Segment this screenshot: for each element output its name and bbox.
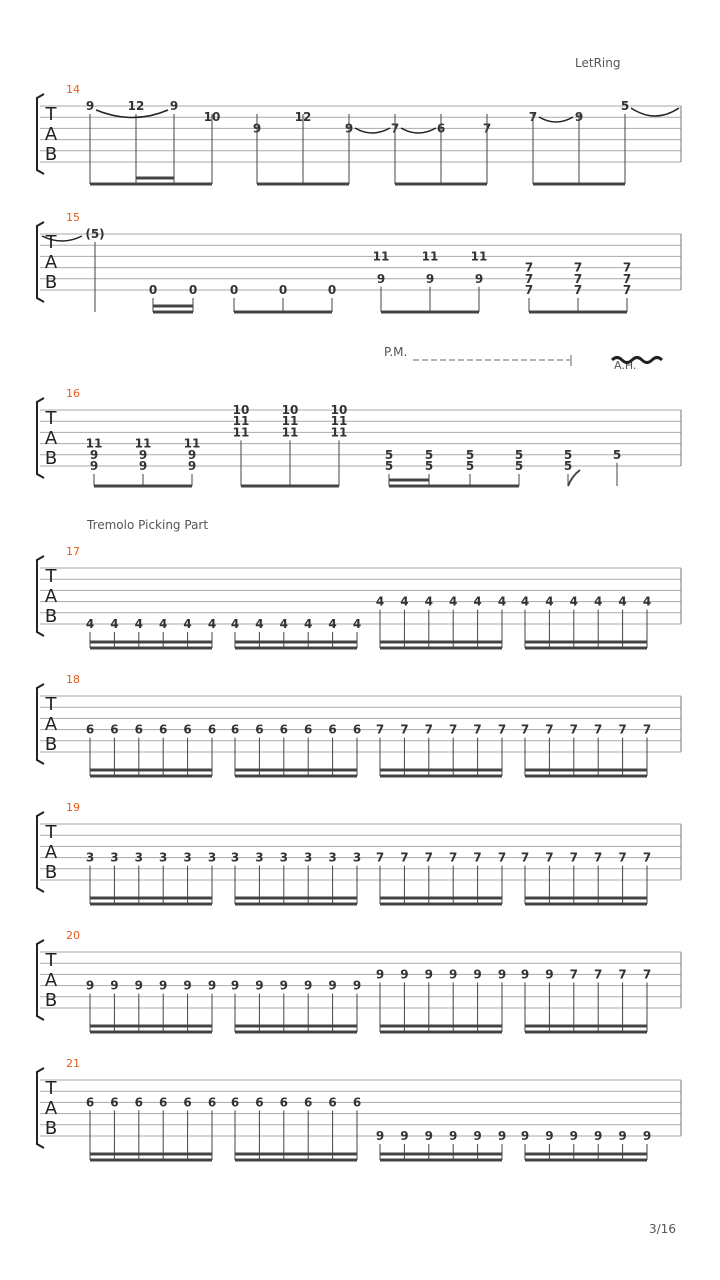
- fret-number: 11: [134, 436, 152, 451]
- fret-number: 7: [573, 260, 583, 275]
- fret-number: 4: [159, 617, 168, 631]
- fret-number: 12: [127, 99, 145, 113]
- fret-number: 4: [207, 617, 217, 631]
- tab-clef-letter: A: [44, 970, 58, 991]
- fret-number: 6: [279, 722, 288, 737]
- fret-number: 5: [465, 447, 475, 462]
- fret-number: 9: [473, 967, 482, 982]
- fret-number: 4: [304, 617, 313, 631]
- fret-number: 7: [622, 271, 632, 286]
- fret-number: 5: [465, 459, 475, 473]
- fret-number: 11: [183, 436, 201, 451]
- tab-system: [37, 801, 681, 892]
- fret-number: 7: [642, 967, 652, 982]
- fret-number: 7: [400, 722, 409, 737]
- fret-number: 7: [569, 722, 578, 737]
- let-ring-label: LetRing: [575, 56, 621, 70]
- fret-number: 11: [85, 436, 103, 451]
- fret-number: 3: [183, 850, 192, 865]
- fret-number: 6: [183, 1095, 192, 1110]
- tremolo-picking-label: Tremolo Picking Part: [87, 518, 209, 532]
- tab-clef-letter: A: [44, 714, 58, 735]
- fret-number: 9: [400, 1129, 409, 1143]
- fret-number: 9: [304, 978, 313, 993]
- fret-number: 3: [85, 850, 95, 865]
- fret-number: 9: [497, 967, 507, 982]
- fret-number: 6: [352, 722, 362, 737]
- fret-number: 5: [384, 459, 394, 473]
- fret-number: 4: [279, 617, 288, 631]
- fret-number: 11: [232, 425, 250, 440]
- fret-number: 7: [545, 850, 554, 865]
- fret-number: 7: [473, 722, 482, 737]
- fret-number: 6: [230, 722, 240, 737]
- fret-number: 9: [545, 967, 554, 982]
- tab-clef-letter: B: [44, 734, 58, 755]
- fret-number: 6: [328, 1095, 337, 1110]
- fret-number: 0: [278, 283, 288, 297]
- fret-number: 7: [545, 722, 554, 737]
- fret-number: 5: [424, 459, 434, 473]
- measure-number: 14: [66, 83, 80, 96]
- fret-number: 7: [594, 722, 603, 737]
- tab-clef-letter: T: [45, 694, 57, 715]
- fret-number: 7: [424, 850, 433, 865]
- fret-number: 6: [255, 1095, 264, 1110]
- fret-number: 4: [642, 594, 652, 609]
- fret-number: 4: [110, 617, 119, 631]
- tab-clef-letter: T: [45, 408, 57, 429]
- fret-number: 9: [474, 271, 484, 286]
- measure-number: 15: [66, 211, 80, 224]
- fret-number: 5: [620, 99, 630, 113]
- fret-number: 9: [187, 447, 197, 462]
- fret-number: 9: [520, 967, 530, 982]
- tab-clef-letter: B: [44, 448, 58, 469]
- fret-number: 11: [330, 425, 348, 440]
- fret-number: 7: [594, 850, 603, 865]
- fret-number: 7: [618, 850, 627, 865]
- fret-number: 7: [524, 283, 534, 297]
- fret-number: 6: [159, 722, 168, 737]
- tab-clef-letter: B: [44, 1118, 58, 1139]
- measure-number: 19: [66, 801, 80, 814]
- tab-clef-letter: A: [44, 842, 58, 863]
- fret-number: 7: [375, 722, 385, 737]
- fret-number: 6: [183, 722, 192, 737]
- fret-number: 7: [528, 110, 538, 125]
- fret-number: 5: [563, 459, 573, 473]
- tab-system: [37, 929, 681, 1020]
- fret-number: 9: [89, 447, 99, 462]
- fret-number: 11: [281, 414, 299, 429]
- fret-number: 9: [642, 1129, 652, 1143]
- fret-number: 12: [294, 110, 312, 125]
- fret-number: 9: [375, 1129, 385, 1143]
- fret-number: 9: [352, 978, 362, 993]
- measure-number: 16: [66, 387, 80, 400]
- fret-number: 7: [622, 283, 632, 297]
- tab-clef-letter: B: [44, 144, 58, 165]
- fret-number: 3: [207, 850, 217, 865]
- fret-number: 6: [159, 1095, 168, 1110]
- measure-number: 20: [66, 929, 80, 942]
- tab-clef-letter: T: [45, 232, 57, 253]
- tab-clef-letter: A: [44, 428, 58, 449]
- fret-number: 9: [569, 1129, 578, 1143]
- fret-number: 3: [304, 850, 313, 865]
- fret-number: 10: [281, 403, 299, 417]
- fret-number: 5: [514, 447, 524, 462]
- fret-number: 9: [425, 271, 435, 286]
- tab-clef-letter: T: [45, 822, 57, 843]
- tab-clef-letter: T: [45, 566, 57, 587]
- fret-number: 4: [473, 594, 482, 609]
- fret-number: 4: [569, 594, 578, 609]
- tab-clef-letter: B: [44, 862, 58, 883]
- fret-number: 7: [594, 967, 603, 982]
- fret-number: 11: [330, 414, 348, 429]
- fret-number: 9: [449, 967, 458, 982]
- fret-number: 7: [618, 967, 627, 982]
- fret-number: 6: [255, 722, 264, 737]
- fret-number: 9: [545, 1129, 554, 1143]
- fret-number: 6: [279, 1095, 288, 1110]
- fret-number: 6: [304, 1095, 313, 1110]
- fret-number: 9: [574, 110, 584, 125]
- fret-number: 4: [134, 617, 143, 631]
- fret-number: (5): [85, 227, 105, 241]
- fret-number: 7: [569, 967, 578, 982]
- fret-number: 11: [421, 249, 439, 264]
- fret-number: 4: [375, 594, 385, 609]
- fret-number: 6: [85, 722, 95, 737]
- fret-number: 9: [424, 1129, 433, 1143]
- fret-number: 9: [183, 978, 192, 993]
- fret-number: 9: [375, 967, 385, 982]
- fret-number: 4: [449, 594, 458, 609]
- tab-clef-letter: T: [45, 104, 57, 125]
- fret-number: 7: [618, 722, 627, 737]
- fret-number: 4: [594, 594, 603, 609]
- fret-number: 6: [110, 1095, 119, 1110]
- fret-number: 9: [138, 459, 148, 473]
- fret-number: 0: [327, 283, 337, 297]
- fret-number: 9: [497, 1129, 507, 1143]
- fret-number: 9: [85, 99, 95, 113]
- fret-number: 9: [618, 1129, 627, 1143]
- fret-number: 7: [520, 850, 530, 865]
- tab-clef-letter: B: [44, 990, 58, 1011]
- fret-number: 6: [85, 1095, 95, 1110]
- tab-clef-letter: A: [44, 1098, 58, 1119]
- measure-number: 18: [66, 673, 80, 686]
- tab-clef-letter: B: [44, 606, 58, 627]
- fret-number: 9: [400, 967, 409, 982]
- fret-number: 5: [563, 447, 573, 462]
- fret-number: 4: [255, 617, 264, 631]
- fret-number: 10: [232, 403, 250, 417]
- fret-number: 4: [497, 594, 507, 609]
- fret-number: 11: [281, 425, 299, 440]
- fret-number: 3: [328, 850, 337, 865]
- tab-system: [37, 83, 681, 174]
- fret-number: 9: [473, 1129, 482, 1143]
- fret-number: 9: [255, 978, 264, 993]
- fret-number: 7: [497, 722, 507, 737]
- fret-number: 7: [400, 850, 409, 865]
- fret-number: 7: [482, 121, 492, 136]
- fret-number: 9: [138, 447, 148, 462]
- fret-number: 7: [424, 722, 433, 737]
- fret-number: 3: [110, 850, 119, 865]
- fret-number: 10: [330, 403, 348, 417]
- fret-number: 6: [134, 722, 143, 737]
- fret-number: 6: [207, 1095, 217, 1110]
- fret-number: 4: [183, 617, 192, 631]
- fret-number: 4: [230, 617, 240, 631]
- fret-number: 9: [207, 978, 217, 993]
- tab-clef-letter: A: [44, 252, 58, 273]
- fret-number: 11: [232, 414, 250, 429]
- fret-number: 7: [573, 283, 583, 297]
- fret-number: 7: [375, 850, 385, 865]
- fret-number: 9: [187, 459, 197, 473]
- fret-number: 5: [384, 447, 394, 462]
- fret-number: 9: [328, 978, 337, 993]
- fret-number: 5: [424, 447, 434, 462]
- fret-number: 9: [344, 121, 354, 136]
- fret-number: 7: [569, 850, 578, 865]
- fret-number: 3: [159, 850, 168, 865]
- fret-number: 4: [424, 594, 433, 609]
- fret-number: 7: [524, 260, 534, 275]
- fret-number: 0: [188, 283, 198, 297]
- fret-number: 5: [514, 459, 524, 473]
- slur: [631, 108, 679, 116]
- fret-number: 9: [85, 978, 95, 993]
- fret-number: 7: [497, 850, 507, 865]
- fret-number: 9: [110, 978, 119, 993]
- fret-number: 6: [328, 722, 337, 737]
- artificial-harmonic-label: A.H.: [614, 359, 637, 372]
- tab-clef-letter: T: [45, 950, 57, 971]
- tab-clef-letter: A: [44, 124, 58, 145]
- fret-number: 7: [390, 121, 400, 136]
- fret-number: 0: [229, 283, 239, 297]
- tab-clef-letter: T: [45, 1078, 57, 1099]
- fret-number: 9: [230, 978, 240, 993]
- fret-number: 3: [134, 850, 143, 865]
- fret-number: 5: [612, 447, 622, 462]
- fret-number: 4: [85, 617, 95, 631]
- fret-number: 7: [524, 271, 534, 286]
- fret-number: 0: [148, 283, 158, 297]
- harmonic-wave: [612, 358, 662, 363]
- fret-number: 3: [230, 850, 240, 865]
- tab-clef-letter: B: [44, 272, 58, 293]
- fret-number: 11: [470, 249, 488, 264]
- fret-number: 3: [279, 850, 288, 865]
- fret-number: 7: [573, 271, 583, 286]
- fret-number: 9: [279, 978, 288, 993]
- tab-system: [37, 387, 681, 478]
- fret-number: 7: [622, 260, 632, 275]
- fret-number: 6: [230, 1095, 240, 1110]
- fret-number: 10: [203, 110, 221, 125]
- palm-mute-label: P.M.: [384, 345, 408, 359]
- fret-number: 7: [473, 850, 482, 865]
- fret-number: 4: [328, 617, 337, 631]
- fret-number: 9: [520, 1129, 530, 1143]
- fret-number: 4: [352, 617, 362, 631]
- fret-number: 9: [449, 1129, 458, 1143]
- fret-number: 6: [436, 121, 446, 136]
- fret-number: 9: [252, 121, 262, 136]
- fret-number: 9: [134, 978, 143, 993]
- tab-clef-letter: A: [44, 586, 58, 607]
- fret-number: 6: [110, 722, 119, 737]
- fret-number: 7: [449, 850, 458, 865]
- fret-number: 6: [352, 1095, 362, 1110]
- measure-number: 21: [66, 1057, 80, 1070]
- tab-system: [37, 673, 681, 764]
- page-indicator: 3/16: [649, 1222, 676, 1236]
- fret-number: 9: [169, 99, 179, 113]
- fret-number: 4: [545, 594, 554, 609]
- tab-system: [37, 211, 681, 302]
- fret-number: 6: [207, 722, 217, 737]
- fret-number: 11: [372, 249, 390, 264]
- fret-number: 6: [134, 1095, 143, 1110]
- slur: [539, 117, 573, 122]
- fret-number: 9: [89, 459, 99, 473]
- fret-number: 7: [449, 722, 458, 737]
- fret-number: 9: [594, 1129, 603, 1143]
- measure-number: 17: [66, 545, 80, 558]
- fret-number: 4: [520, 594, 530, 609]
- fret-number: 6: [304, 722, 313, 737]
- fret-number: 4: [618, 594, 627, 609]
- fret-number: 7: [520, 722, 530, 737]
- fret-number: 7: [642, 850, 652, 865]
- fret-number: 9: [159, 978, 168, 993]
- fret-number: 7: [642, 722, 652, 737]
- fret-number: 9: [376, 271, 386, 286]
- fret-number: 9: [424, 967, 433, 982]
- fret-number: 4: [400, 594, 409, 609]
- fret-number: 3: [352, 850, 362, 865]
- fret-number: 3: [255, 850, 264, 865]
